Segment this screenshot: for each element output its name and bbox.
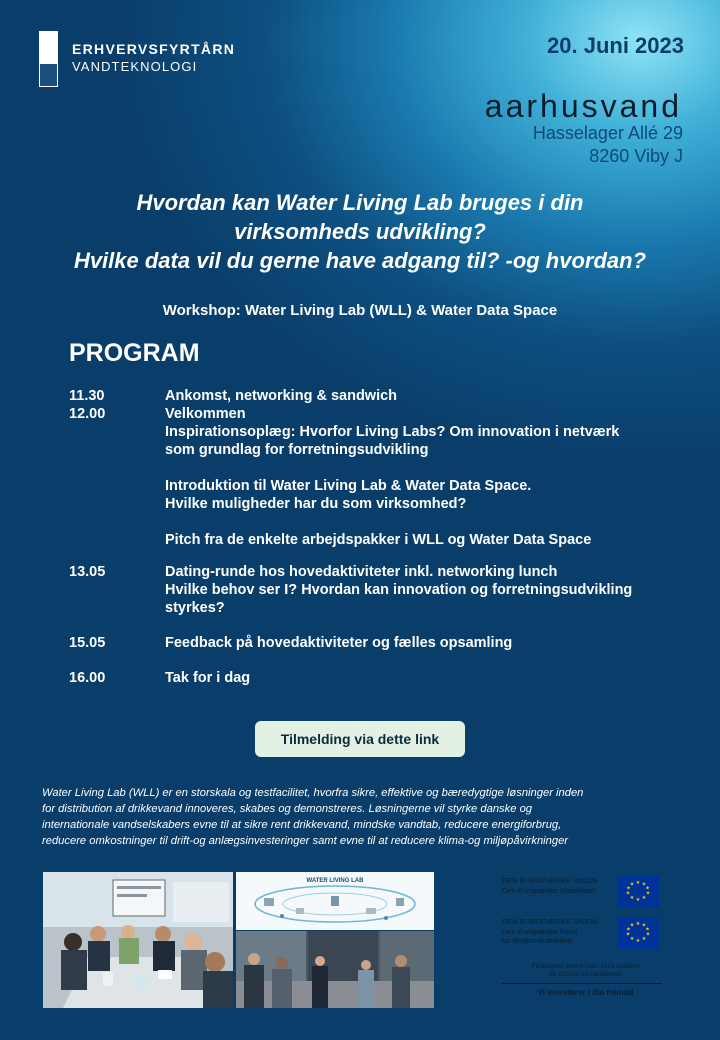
visitors-photo-image [236,931,434,1008]
schedule-line: styrkes? [165,600,225,616]
svg-text:★: ★ [645,890,651,897]
schedule-desc [165,669,685,687]
svg-text:★: ★ [641,881,647,888]
schedule-line: Velkommen [165,406,246,422]
eu-funding-panel [498,870,673,1005]
org-subtitle: VANDTEKNOLOGI [72,59,198,74]
description-line: Water Living Lab (WLL) er en storskala og testfacilitet, hvorfra sikre, effektive og bæredygtige løsninger inden [42,787,584,799]
svg-text:★: ★ [626,885,631,892]
schedule-time: 11.30 [69,388,105,404]
meeting-photo [43,872,233,1008]
svg-text:★: ★ [625,890,631,897]
workshop-title: Workshop: Water Living Lab (WLL) & Water Data Space [162,302,558,319]
schedule-line: Hvilke muligheder har du som virksomhed? [165,496,467,512]
schedule-line: Dating-runde hos hovedaktiviteter inkl. networking lunch [165,564,558,580]
eu-union-label: DEN EUROPÆISKE UNION [502,876,598,885]
schedule-time: 13.05 [69,564,106,580]
svg-text:★: ★ [641,936,647,942]
description-line: reducere omkostninger til drift-og anlægsinvesteringer samt evne til at reducere klima-og miljøpåvirkninger [42,835,569,847]
eu-covid-note: Finansieret som et led i EU's reaktion [531,963,640,970]
schedule-line: Ankomst, networking & sandwich [165,388,398,404]
meeting-photo-image [43,872,233,1008]
schedule-time: 12.00 [69,406,106,422]
headline-line: virksomheds udvikling? [234,219,486,244]
headline [40,188,680,275]
schedule-line: som grundlag for forretningsudvikling [165,442,429,458]
schedule-desc [165,405,685,549]
svg-text:★: ★ [645,926,650,933]
signup-link-button[interactable]: Tilmelding via dette link [255,721,465,757]
headline-line: Hvilke data vil du gerne have adgang til? -og hvordan? [73,248,647,273]
eu-union-label: DEN EUROPÆISKE UNION [502,917,598,926]
wll-diagram-graphic [236,872,434,930]
eu-flag-icon [617,876,659,908]
org-name: ERHVERVSFYRTÅRN [72,41,236,57]
svg-text:★: ★ [629,895,635,901]
schedule-line: Tak for i dag [165,670,251,686]
svg-text:★: ★ [635,897,641,903]
svg-text:★: ★ [635,938,641,944]
schedule-line: Pitch fra de enkelte arbejdspakker i WLL og Water Data Space [165,532,592,548]
eu-flag-icon [617,917,659,949]
eu-fund-label: Den Europæiske Fond [502,927,578,936]
svg-text:★: ★ [625,931,631,938]
schedule-desc [165,634,685,652]
schedule-desc [165,563,685,617]
eu-invest-slogan: Vi investerer i din fremtid [537,988,634,997]
divider [502,983,662,984]
schedule-desc [165,387,685,405]
eu-fund-label: for Regionaludvikling [502,936,572,945]
diagram-title: WATER LIVING LAB [306,878,364,884]
svg-text:★: ★ [629,881,635,888]
svg-text:★: ★ [645,931,651,938]
svg-text:★: ★ [629,922,635,929]
wll-diagram-image [236,872,434,930]
svg-text:★: ★ [635,921,641,927]
eu-covid-note: på COVID-19-pandemien [548,971,623,978]
wll-description [42,785,682,849]
headline-line: Hvordan kan Water Living Lab bruges i din [136,190,584,215]
schedule-line: Hvilke behov ser I? Hvordan kan innovation og forretningsudvikling [165,582,633,598]
schedule-time: 15.05 [69,635,106,651]
svg-text:★: ★ [641,922,647,929]
event-date: 20. Juni 2023 [547,33,684,58]
description-line: internationale vandselskabers evne til at sikre rent drikkevand, mindske vandtab, reducere energiforbrug, [42,819,562,831]
venue-address-street: Hasselager Allé 29 [532,123,683,143]
svg-text:★: ★ [629,936,635,942]
schedule-line: Feedback på hovedaktiviteter og fælles opsamling [165,635,513,651]
svg-text:★: ★ [626,926,631,933]
program-heading: PROGRAM [69,339,200,367]
eu-fund-label: Den Europæiske Socialfond [502,886,595,895]
schedule-line: Inspirationsoplæg: Hvorfor Living Labs? Om innovation i netværk [165,424,620,440]
schedule-time: 16.00 [69,670,106,686]
svg-text:★: ★ [641,895,647,901]
venue-address-city: 8260 Viby J [589,146,683,166]
venue-brand-logo: aarhusvand [484,88,682,124]
svg-text:★: ★ [635,880,641,886]
schedule-line: Introduktion til Water Living Lab & Water Data Space. [165,478,532,494]
visitors-photo [236,931,434,1008]
svg-text:★: ★ [645,885,650,892]
description-line: for distribution af drikkevand innoveres, skabes og demonstreres. Løsningerne vil styrke danske og [42,803,533,815]
lighthouse-logo-icon [39,31,58,87]
